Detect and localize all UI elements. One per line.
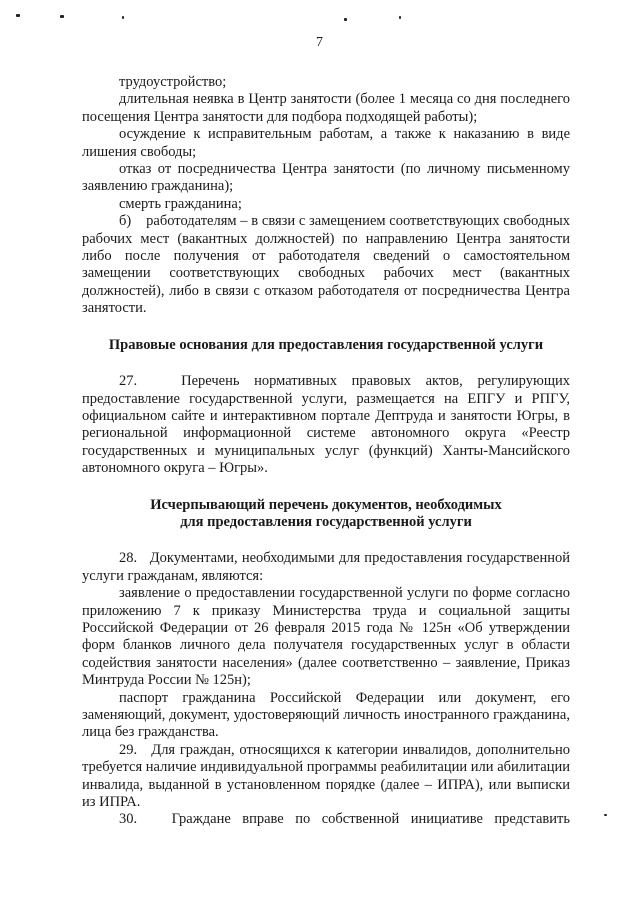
paragraph: б) работодателям – в связи с замещением соответствующих свободных рабочих мест (вакантных должностей) по направлению Центра занятости либо после получения от работодателя сведений о самостоятельном замещении соответствующих свободных рабочих мест (вакантных должностей), либо в связи с отказом работодателя от посредничества Центра занятости.: [82, 213, 570, 317]
paragraph: трудоустройство;: [119, 74, 227, 90]
heading-line: Исчерпывающий перечень документов, необходимых: [150, 496, 502, 513]
paragraph: длительная неявка в Центр занятости (более 1 месяца со дня последнего посещения Центра занятости для подбора подходящей работы);: [82, 91, 570, 125]
section-heading-documents: [82, 497, 570, 532]
paragraph-29: 29. Для граждан, относящихся к категории инвалидов, дополнительно требуется наличие индивидуальной программы реабилитации или абилитации инвалида, выданной в установленном порядке (далее – ИПРА), или выписки из ИПРА.: [82, 741, 570, 811]
paragraph: осуждение к исправительным работам, а также к наказанию в виде лишения свободы;: [82, 126, 570, 160]
scan-artifact: [399, 16, 401, 19]
paragraph-27: 27. Перечень нормативных правовых актов, регулирующих предоставление государственной услуги, размещается на ЕПГУ и РПГУ, официальном сайте и интерактивном портале Дептруда и занятости Югры, в региональной информационной системе автономного округа «Реестр государственных и муниципальных услуг (функций) Ханты-Мансийского автономного округа – Югры».: [82, 373, 570, 477]
paragraph-28: 28. Документами, необходимыми для предоставления государственной услуги гражданам, являются:: [82, 550, 570, 584]
section-heading-legal-grounds: Правовые основания для предоставления государственной услуги: [108, 336, 544, 353]
paragraph: смерть гражданина;: [119, 195, 242, 212]
scan-artifact: [60, 15, 64, 18]
heading-line: для предоставления государственной услуги: [180, 513, 472, 530]
paragraph: заявление о предоставлении государственной услуги по форме согласно приложению 7 к приказу Министерства труда и социальной защиты Российской Федерации от 26 февраля 2015 года № 125н «Об утверждении форм бланков личного дела получателя государственных услуг в области содействия занятости населения» (далее соответственно – заявление, Приказ Минтруда России № 125н);: [82, 585, 570, 689]
paragraph-30: 30. Граждане вправе по собственной инициативе представить: [119, 811, 570, 828]
document-body: [82, 74, 570, 829]
scan-artifact: [16, 14, 20, 17]
paragraph: отказ от посредничества Центра занятости (по личному письменному заявлению гражданина);: [82, 161, 570, 195]
paragraph: паспорт гражданина Российской Федерации или документ, его заменяющий, документ, удостоверяющий личность иностранного гражданина, лица без гражданства.: [82, 689, 570, 741]
page-number: 7: [316, 35, 323, 50]
scan-artifact: [122, 16, 124, 19]
scan-artifact: [344, 18, 347, 21]
scan-artifact: [604, 814, 607, 816]
